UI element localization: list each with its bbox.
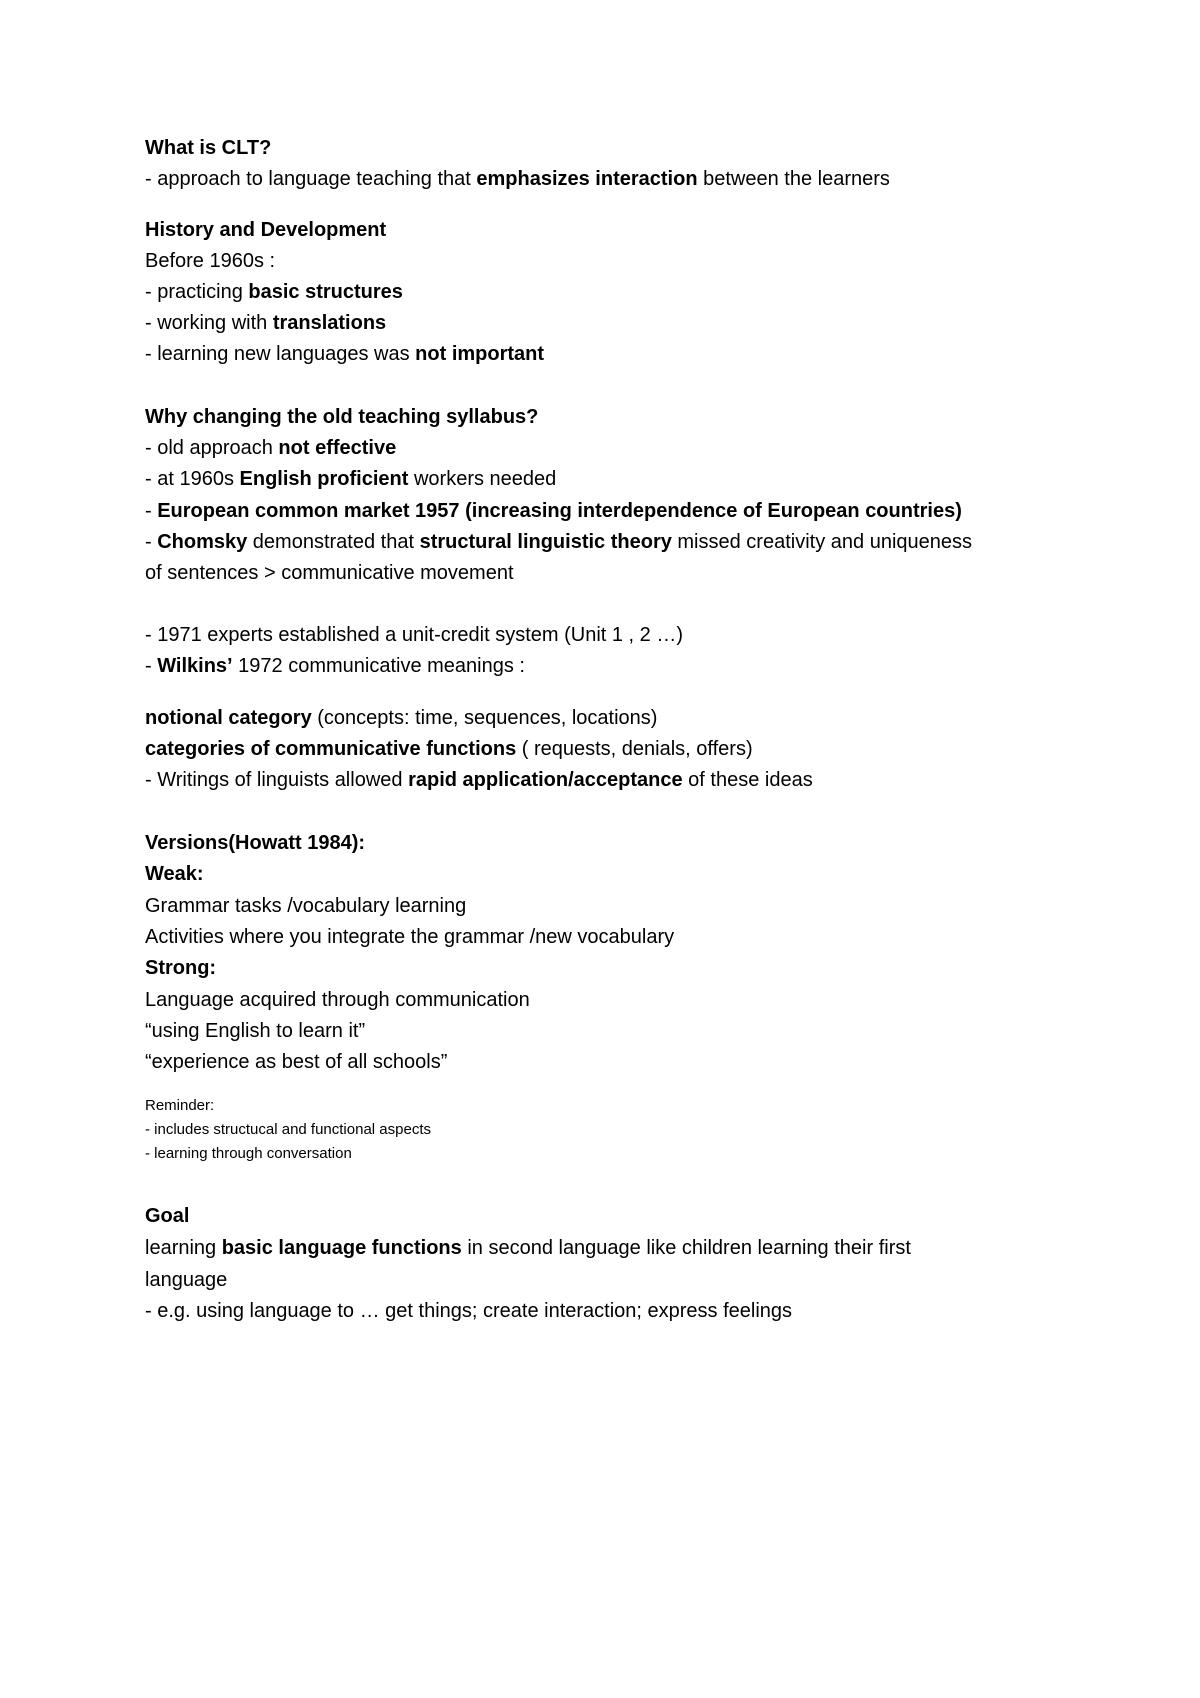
text-line xyxy=(145,924,674,950)
text: Language acquired through communication xyxy=(145,989,530,1011)
text: 1972 communicative meanings : xyxy=(232,655,525,677)
text-line xyxy=(145,955,216,981)
bold-text: not effective xyxy=(278,437,397,459)
text: - approach to language teaching that xyxy=(145,168,477,190)
text: - includes structucal and functional aspects xyxy=(145,1121,431,1138)
text: - learning through conversation xyxy=(145,1145,352,1162)
text: - Writings of linguists allowed xyxy=(145,769,409,791)
bold-text: Wilkins’ xyxy=(157,655,233,677)
bold-text: Goal xyxy=(145,1205,190,1227)
bold-text: European common market 1957 (increasing interdependence of European countries) xyxy=(157,500,962,522)
bold-text: History and Development xyxy=(145,219,387,241)
text: (concepts: time, sequences, locations) xyxy=(311,707,658,729)
text: of these ideas xyxy=(682,769,813,791)
bold-text: structural linguistic theory xyxy=(419,531,672,553)
text-line xyxy=(145,1267,227,1293)
text-line xyxy=(145,560,514,586)
text: demonstrated that xyxy=(247,531,420,553)
text-line xyxy=(145,893,466,919)
text-line xyxy=(145,404,538,430)
text: Reminder: xyxy=(145,1097,215,1114)
text: - practicing xyxy=(145,281,249,303)
bold-text: Strong: xyxy=(145,957,217,979)
text-line xyxy=(145,166,890,192)
bold-text: Weak: xyxy=(145,863,204,885)
text-line xyxy=(145,1120,431,1140)
bold-text: categories of communicative functions xyxy=(145,738,517,760)
text: ( requests, denials, offers) xyxy=(516,738,753,760)
text: language xyxy=(145,1269,228,1291)
text-line xyxy=(145,705,657,731)
text-line xyxy=(145,498,962,524)
text: workers needed xyxy=(408,468,557,490)
text: Activities where you integrate the grammar /new vocabulary xyxy=(145,926,675,948)
bold-text: translations xyxy=(272,312,387,334)
text-line xyxy=(145,622,683,648)
text-line xyxy=(145,248,275,274)
bold-text: Why changing the old teaching syllabus? xyxy=(145,406,539,428)
text-line xyxy=(145,341,544,367)
text: “experience as best of all schools” xyxy=(145,1051,448,1073)
text: - learning new languages was xyxy=(145,343,416,365)
text-line xyxy=(145,1203,189,1229)
text-line xyxy=(145,987,530,1013)
text: - old approach xyxy=(145,437,279,459)
text: “using English to learn it” xyxy=(145,1020,366,1042)
bold-text: emphasizes interaction xyxy=(476,168,698,190)
text: - xyxy=(145,531,158,553)
text-line xyxy=(145,217,386,243)
text-line xyxy=(145,466,556,492)
text-line xyxy=(145,310,386,336)
bold-text: Chomsky xyxy=(157,531,248,553)
text-line xyxy=(145,1018,365,1044)
text-line xyxy=(145,135,271,161)
text: - 1971 experts established a unit-credit system (Unit 1 , 2 …) xyxy=(145,624,684,646)
text-line xyxy=(145,736,753,762)
text: Grammar tasks /vocabulary learning xyxy=(145,895,467,917)
text-line xyxy=(145,653,525,679)
text: - xyxy=(145,500,158,522)
text-line xyxy=(145,830,365,856)
text-line xyxy=(145,1144,352,1164)
text: missed creativity and uniqueness xyxy=(671,531,972,553)
bold-text: Versions(Howatt 1984): xyxy=(145,832,366,854)
text-line xyxy=(145,279,403,305)
bold-text: rapid application/acceptance xyxy=(408,769,683,791)
text: - e.g. using language to … get things; create interaction; express feelings xyxy=(145,1300,793,1322)
text-line xyxy=(145,435,396,461)
text: - working with xyxy=(145,312,273,334)
bold-text: not important xyxy=(415,343,545,365)
text-line xyxy=(145,861,204,887)
text: learning xyxy=(145,1237,222,1259)
text: of sentences > communicative movement xyxy=(145,562,514,584)
text: - xyxy=(145,655,158,677)
bold-text: What is CLT? xyxy=(145,137,272,159)
bold-text: notional category xyxy=(145,707,312,729)
text-line xyxy=(145,529,972,555)
text-line xyxy=(145,1096,214,1116)
text: - at 1960s xyxy=(145,468,240,490)
bold-text: basic structures xyxy=(248,281,403,303)
text: in second language like children learning their first xyxy=(461,1237,911,1259)
text: Before 1960s : xyxy=(145,250,276,272)
bold-text: English proficient xyxy=(239,468,409,490)
text-line xyxy=(145,1049,447,1075)
text-line xyxy=(145,1298,792,1324)
text-line xyxy=(145,767,813,793)
text-line xyxy=(145,1235,911,1261)
bold-text: basic language functions xyxy=(221,1237,462,1259)
text: between the learners xyxy=(697,168,890,190)
